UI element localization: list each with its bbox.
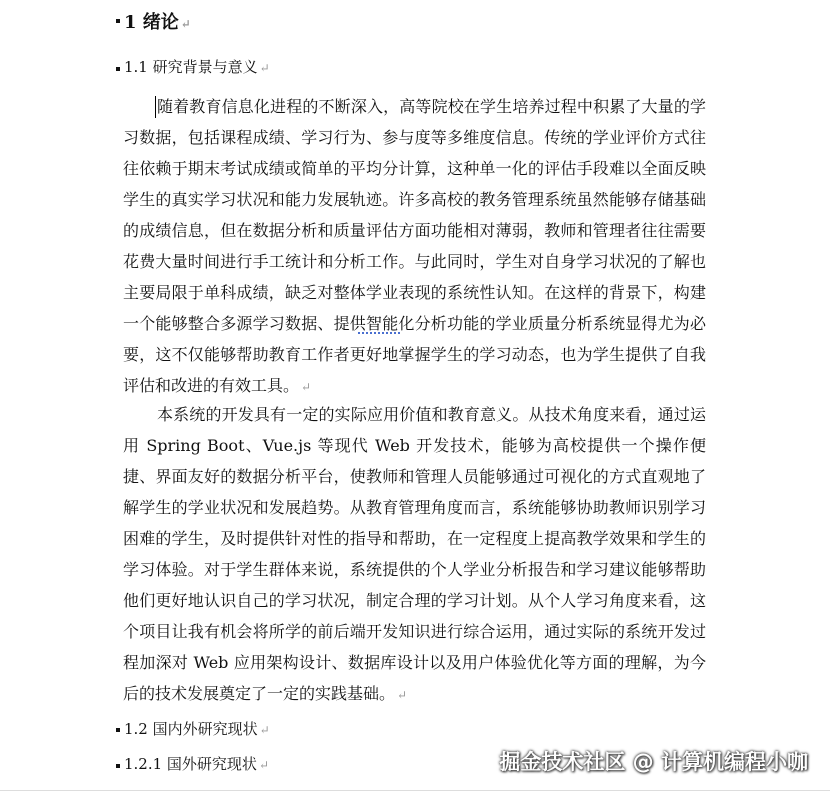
heading-1-1-text: 1.1 研究背景与意义	[124, 58, 258, 76]
heading-marker-bullet	[116, 728, 120, 732]
body-paragraph-1[interactable]	[123, 91, 706, 403]
heading-marker-bullet	[116, 19, 120, 23]
paragraph-2-text: 本系统的开发具有一定的实际应用价值和教育意义。从技术角度来看，通过运用 Spring Boot、Vue.js 等现代 Web 开发技术，能够为高校提供一个操作便捷、界面友好的数据分析平台，使教师和管理人员能够通过可视化的方式直观地了解学生的学业状况和发展趋势。从教育管理角度而言，系统能够协助教师识别学习困难的学生，及时提供针对性的指导和帮助，在一定程度上提高教学效果和学生的学习体验。对于学生群体来说，系统提供的个人学业分析报告和学习建议能够帮助他们更好地认识自己的学习状况，制定合理的学习计划。从个人学习角度来看，这个项目让我有机会将所学的前后端开发知识进行综合运用，通过实际的系统开发过程加深对 Web 应用架构设计、数据库设计以及用户体验优化等方面的理解，为今后的技术发展奠定了一定的实践基础。	[123, 405, 706, 703]
paragraph-mark-icon: ↵	[259, 723, 270, 737]
paragraph-mark-icon: ↵	[259, 61, 270, 75]
heading-1-2-1-text: 1.2.1 国外研究现状	[124, 755, 257, 773]
watermark: 掘金技术社区 @ 计算机编程小咖	[499, 750, 808, 774]
heading-marker-bullet	[116, 67, 120, 71]
heading-1[interactable]	[124, 8, 191, 34]
spellcheck-underline	[358, 328, 400, 334]
heading-1-text: 1 绪论	[124, 12, 179, 33]
paragraph-mark-icon: ↵	[301, 380, 312, 394]
paragraph-mark-icon: ↵	[397, 688, 408, 702]
paragraph-mark-icon: ↵	[180, 17, 191, 31]
heading-1-2[interactable]	[124, 718, 270, 739]
heading-1-2-text: 1.2 国内外研究现状	[124, 720, 258, 738]
paragraph-1-text: 随着教育信息化进程的不断深入，高等院校在学生培养过程中积累了大量的学习数据，包括课程成绩、学习行为、参与度等多维度信息。传统的学业评价方式往往依赖于期末考试成绩或简单的平均分计算，这种单一化的评估手段难以全面反映学生的真实学习状况和能力发展轨迹。许多高校的教务管理系统虽然能够存储基础的成绩信息，但在数据分析和质量评估方面功能相对薄弱，教师和管理者往往需要花费大量时间进行手工统计和分析工作。与此同时，学生对自身学习状况的了解也主要局限于单科成绩，缺乏对整体学业表现的系统性认知。在这样的背景下，构建一个能够整合多源学习数据、提供智能化分析功能的学业质量分析系统显得尤为必要，这不仅能够帮助教育工作者更好地掌握学生的学习动态，也为学生提供了自我评估和改进的有效工具。	[123, 97, 706, 395]
heading-marker-bullet	[116, 764, 120, 768]
heading-1-1[interactable]	[124, 56, 270, 77]
body-paragraph-2[interactable]	[123, 399, 706, 711]
paragraph-mark-icon: ↵	[258, 758, 269, 772]
heading-1-2-1[interactable]	[124, 753, 269, 774]
page-bottom-divider	[0, 790, 830, 791]
